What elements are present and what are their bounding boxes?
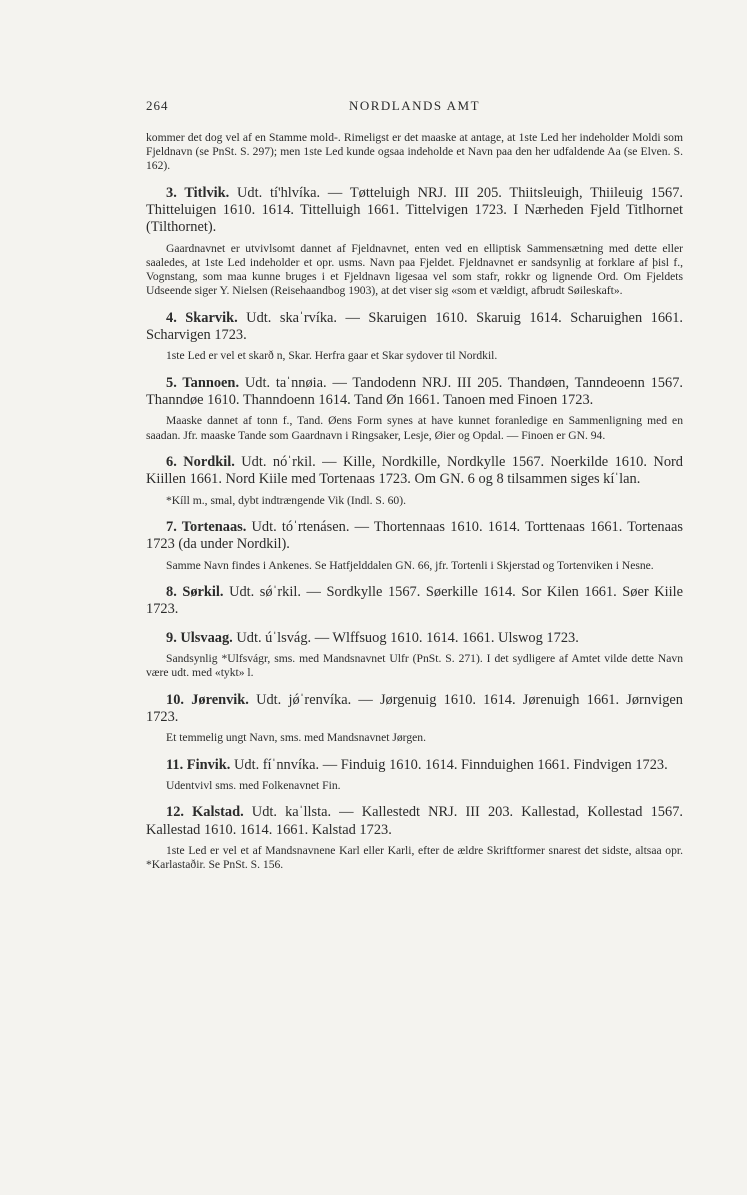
entry-number: 9. — [166, 629, 181, 646]
entry-note: *Kíll m., smal, dybt indtrængende Vik (Indl. S. 60). — [166, 493, 406, 507]
entry-heading — [146, 757, 683, 774]
entry-number: 6. — [166, 453, 184, 470]
entry-number: 7. — [166, 518, 182, 535]
text-column — [146, 131, 683, 872]
entry-number: 12. — [166, 804, 193, 821]
entry — [146, 757, 683, 794]
entry-number: 10. — [166, 691, 192, 708]
entry — [146, 804, 683, 872]
entry-note: Et temmelig ungt Navn, sms. med Mandsnavnet Jørgen. — [166, 731, 426, 745]
entry-name: Ulsvaag. — [180, 629, 233, 646]
entry-heading — [146, 692, 683, 727]
entry-forms: Udt. taˈnnøia. — Tandodenn NRJ. III 205. Thandøen, Tanndeoenn 1567. Thanndøe 1610. Thanndoenn 1614. Tand Øn 1661. Tanoen med Finoen 1723. — [146, 374, 683, 409]
entry-note: 1ste Led er vel et skarð n, Skar. Herfra gaar et Skar sydover til Nordkil. — [166, 349, 498, 363]
entry-name: Tannoen. — [182, 374, 240, 391]
entry-number: 4. — [166, 309, 186, 326]
entry — [146, 185, 683, 299]
running-title: NORDLANDS AMT — [348, 98, 481, 113]
entry-forms: Udt. úˈlsvág. — Wlffsuog 1610. 1614. 1661. Ulswog 1723. — [232, 629, 579, 646]
entry-number: 3. — [166, 184, 185, 201]
entry — [146, 454, 683, 508]
entry-forms: Udt. skaˈrvíka. — Skaruigen 1610. Skaruig 1614. Scharuighen 1661. Scharvigen 1723. — [146, 309, 684, 344]
entry-name: Tortenaas. — [181, 518, 247, 535]
entry — [146, 584, 683, 619]
entry-number: 8. — [166, 583, 183, 600]
entry-name: Sørkil. — [182, 583, 224, 600]
entry — [146, 692, 683, 746]
entry-note: Sandsynlig *Ulfsvágr, sms. med Mandsnavnet Ulfr (PnSt. S. 271). I det sydligere af Amtet vilde dette Navn være udt. med «tykt» l. — [146, 652, 683, 680]
entry-forms: Udt. kaˈllsta. — Kallestedt NRJ. III 203. Kallestad, Kollestad 1567. Kallestad 1610. 1614. 1661. Kalstad 1723. — [146, 804, 683, 838]
entry-name: Jørenvik. — [191, 691, 249, 708]
entry-heading — [146, 310, 683, 345]
entry-heading — [146, 804, 683, 839]
entry-note: Gaardnavnet er utvivlsomt dannet af Fjeldnavnet, enten ved en elliptisk Sammensætning med dette eller saaledes, at 1ste Led indeholder et opr. usms. Navn paa Fjeldet. Fjeldnavnet er sandsynlig at forklare af þisl f., Vognstang, som maa kunne bruges i et Fjeldnavn ligesaa vel som stafr, rokkr og lignende Ord. Om Fjeldets Udseende siger Y. Nielsen (Reisehaandbog 1903), at det viser sig «som et vældigt, afbrudt Søileskaft». — [146, 241, 683, 298]
entry-note: Maaske dannet af tonn f., Tand. Øens Form synes at have kunnet foranledige en Sammenligning med en saadan. Jfr. maaske Tande som Gaardnavn i Ringsaker, Lesje, Øier og Opdal. — Finoen er GN. 94. — [146, 414, 683, 442]
entry-forms: Udt. fíˈnnvíka. — Finduig 1610. 1614. Finnduighen 1661. Findvigen 1723. — [230, 756, 668, 773]
entry-name: Kalstad. — [192, 804, 244, 821]
entry-heading — [146, 454, 683, 489]
entry-heading — [146, 375, 683, 410]
entry-heading — [146, 630, 683, 647]
entry-number: 11. — [166, 756, 187, 773]
entry-number: 5. — [166, 374, 183, 391]
entry-heading — [146, 519, 683, 554]
entry-forms: Udt. nóˈrkil. — Kille, Nordkille, Nordkylle 1567. Noerkilde 1610. Nord Kiillen 1661. Nord Kiile med Tortenaas 1723. Om GN. 6 og 8 tilsammen siges kíˈlan. — [146, 453, 683, 488]
entry-note: Udentvivl sms. med Folkenavnet Fin. — [166, 778, 341, 792]
entry-heading — [146, 185, 683, 237]
entry-name: Nordkil. — [183, 453, 235, 470]
entry — [146, 310, 683, 364]
page-number: 264 — [146, 98, 169, 113]
entry-forms: Udt. tí'hlvíka. — Tøtteluigh NRJ. III 205. Thiitsleuigh, Thiileuig 1567. Thitteluigen 1610. 1614. Tittelluigh 1661. Tittelvigen 1723. I Nærheden Fjeld Titlhornet (Tilthornet). — [146, 184, 683, 236]
entry-note: 1ste Led er vel et af Mandsnavnene Karl eller Karli, efter de ældre Skriftformer snarest det sidste, altsaa opr. *Karlastaðir. Se PnSt. S. 156. — [146, 843, 683, 872]
entry-heading — [146, 584, 683, 619]
entry-forms: Udt. jǿˈrenvíka. — Jørgenuig 1610. 1614. Jørenuigh 1661. Jørnvigen 1723. — [146, 691, 684, 725]
entry-forms: Udt. sǿˈrkil. — Sordkylle 1567. Søerkille 1614. Sor Kilen 1661. Søer Kiile 1723. — [146, 583, 683, 618]
entry-name: Skarvik. — [185, 309, 238, 326]
entry-note: Samme Navn findes i Ankenes. Se Hatfjelddalen GN. 66, jfr. Tortenli i Skjerstad og Tortenviken i Nesne. — [166, 558, 654, 572]
intro-paragraph: kommer det dog vel af en Stamme mold-. Rimeligst er det maaske at antage, at 1ste Led her indeholder Moldi som Fjeldnavn (se PnSt. S. 297); men 1ste Led kunde ogsaa indeholde et Navn paa den her udfaldende Aa (se Elven. S. 162). — [146, 131, 683, 173]
entry-forms: Udt. tóˈrtenásen. — Thortennaas 1610. 1614. Torttenaas 1661. Tortenaas 1723 (da under Nordkil). — [146, 518, 683, 553]
entry — [146, 519, 683, 573]
entry — [146, 375, 683, 443]
entry-name: Titlvik. — [184, 184, 230, 201]
running-header — [146, 98, 683, 118]
entry-name: Finvik. — [186, 756, 231, 773]
entry — [146, 630, 683, 681]
entries-list — [146, 185, 683, 873]
